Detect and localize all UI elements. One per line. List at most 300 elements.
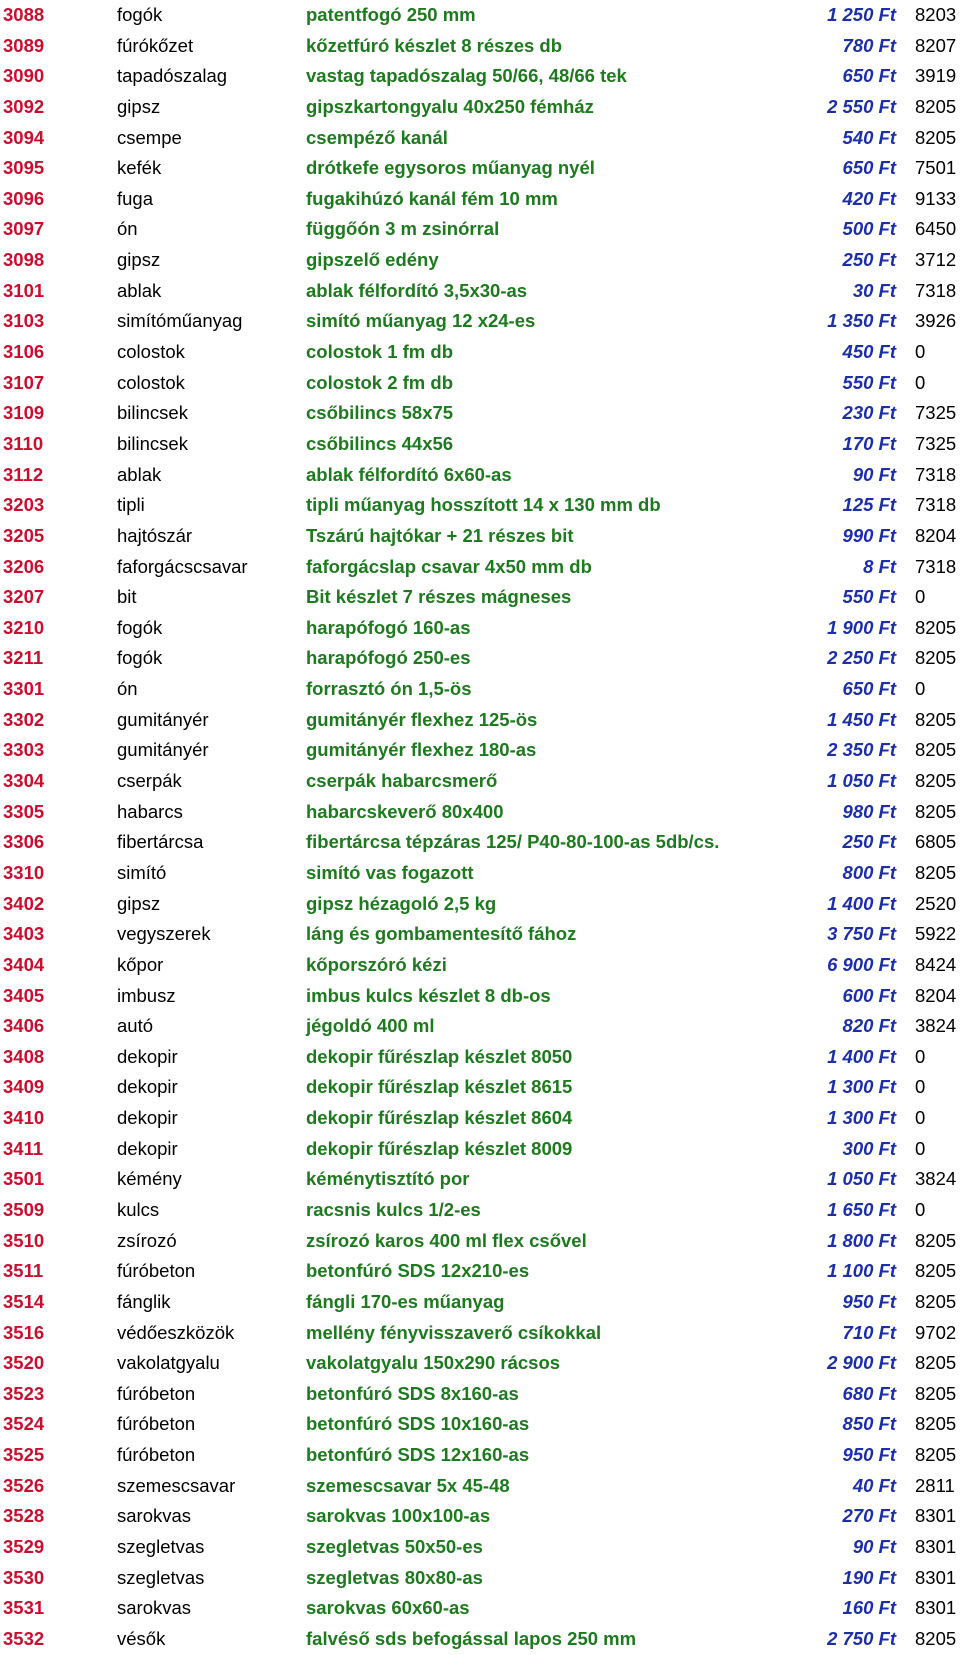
product-ref-number: 3712 <box>915 249 957 271</box>
product-code: 3306 <box>3 831 45 853</box>
product-price: 40 Ft <box>852 1474 896 1496</box>
product-category: fogók <box>117 4 163 25</box>
table-row <box>0 1256 960 1287</box>
product-code: 3305 <box>3 800 45 822</box>
product-code: 3304 <box>3 770 45 792</box>
product-ref-number: 8205 <box>915 95 957 117</box>
product-name: láng és gombamentesítő fához <box>306 923 577 945</box>
product-price: 650 Ft <box>842 157 896 179</box>
table-row <box>0 490 960 521</box>
product-ref-number: 8205 <box>915 861 957 883</box>
product-ref-number: 8205 <box>915 126 957 148</box>
product-name: zsírozó karos 400 ml flex csővel <box>306 1229 587 1251</box>
product-ref-number: 8301 <box>915 1505 957 1527</box>
product-ref-number: 8205 <box>915 1352 957 1374</box>
product-code: 3514 <box>3 1290 45 1312</box>
product-code: 3410 <box>3 1107 45 1129</box>
product-ref-number: 8301 <box>915 1536 957 1558</box>
product-price: 650 Ft <box>842 65 896 87</box>
product-ref-number: 7318 <box>915 463 957 485</box>
product-code: 3525 <box>3 1444 45 1466</box>
table-row <box>0 368 960 399</box>
product-code: 3107 <box>3 371 45 393</box>
product-category: cserpák <box>117 770 182 792</box>
product-category: bilincsek <box>117 402 188 424</box>
product-ref-number: 0 <box>915 371 926 393</box>
product-name: simító vas fogazott <box>306 861 474 883</box>
product-name: kéménytisztító por <box>306 1168 470 1190</box>
product-price: 450 Ft <box>842 341 896 363</box>
product-name: gipszkartongyalu 40x250 fémház <box>306 95 594 117</box>
product-ref-number: 8205 <box>915 1290 957 1312</box>
product-name: faforgácslap csavar 4x50 mm db <box>306 555 592 577</box>
product-price: 600 Ft <box>842 984 896 1006</box>
product-ref-number: 3824 <box>915 1168 957 1190</box>
table-row <box>0 1287 960 1318</box>
product-code: 3516 <box>3 1321 45 1343</box>
product-code: 3501 <box>3 1168 45 1190</box>
product-code: 3090 <box>3 65 45 87</box>
product-code: 3524 <box>3 1413 45 1435</box>
product-category: ablak <box>117 463 162 485</box>
product-category: gumitányér <box>117 739 209 761</box>
table-row <box>0 1134 960 1165</box>
product-price: 500 Ft <box>842 218 896 240</box>
product-category: dekopir <box>117 1137 178 1159</box>
product-price: 90 Ft <box>852 463 896 485</box>
product-name: fugakihúzó kanál fém 10 mm <box>306 187 558 209</box>
product-price: 2 900 Ft <box>827 1352 896 1374</box>
table-row <box>0 123 960 154</box>
table-row <box>0 337 960 368</box>
product-name: betonfúró SDS 12x210-es <box>306 1260 530 1282</box>
table-row <box>0 552 960 583</box>
product-category: hajtószár <box>117 524 193 546</box>
product-name: Tszárú hajtókar + 21 részes bit <box>306 524 574 546</box>
product-price: 980 Ft <box>842 800 896 822</box>
product-ref-number: 8204 <box>915 524 957 546</box>
table-row <box>0 31 960 62</box>
product-category: imbusz <box>117 984 176 1006</box>
product-name: betonfúró SDS 8x160-as <box>306 1382 519 1404</box>
product-price: 2 250 Ft <box>827 647 896 669</box>
product-price: 950 Ft <box>842 1444 896 1466</box>
product-name: sarokvas 100x100-as <box>306 1505 491 1527</box>
product-price: 8 Ft <box>863 555 896 577</box>
product-price: 190 Ft <box>842 1566 896 1588</box>
product-category: kulcs <box>117 1198 160 1220</box>
product-category: vakolatgyalu <box>117 1352 220 1374</box>
product-name: colostok 2 fm db <box>306 371 453 393</box>
product-category: kefék <box>117 157 162 179</box>
product-category: ón <box>117 218 138 240</box>
product-price: 1 900 Ft <box>827 616 896 638</box>
product-ref-number: 8205 <box>915 708 957 730</box>
product-ref-number: 8205 <box>915 647 957 669</box>
table-row <box>0 61 960 92</box>
product-category: szemescsavar <box>117 1474 236 1496</box>
table-row <box>0 1318 960 1349</box>
product-category: fánglik <box>117 1290 171 1312</box>
table-row <box>0 0 960 31</box>
product-price: 2 350 Ft <box>827 739 896 761</box>
product-price: 300 Ft <box>842 1137 896 1159</box>
product-price: 125 Ft <box>842 494 896 516</box>
table-row <box>0 521 960 552</box>
product-code: 3110 <box>3 432 44 454</box>
product-name: vakolatgyalu 150x290 rácsos <box>306 1352 561 1374</box>
product-name: colostok 1 fm db <box>306 341 453 363</box>
table-row <box>0 889 960 920</box>
table-row <box>0 1409 960 1440</box>
product-ref-number: 0 <box>915 1045 926 1067</box>
product-code: 3510 <box>3 1229 45 1251</box>
table-row <box>0 184 960 215</box>
product-category: zsírozó <box>117 1229 177 1251</box>
product-category: bilincsek <box>117 432 188 454</box>
product-code: 3404 <box>3 953 45 975</box>
table-row <box>0 460 960 491</box>
product-category: tipli <box>117 494 145 516</box>
product-price: 1 300 Ft <box>827 1107 896 1129</box>
product-price: 550 Ft <box>842 586 896 608</box>
product-name: dekopir fűrészlap készlet 8050 <box>306 1045 573 1067</box>
product-ref-number: 8424 <box>915 953 957 975</box>
table-row <box>0 1440 960 1471</box>
product-price: 1 350 Ft <box>827 310 896 332</box>
table-row <box>0 214 960 245</box>
product-ref-number: 8205 <box>915 770 957 792</box>
product-code: 3203 <box>3 494 45 516</box>
table-row <box>0 306 960 337</box>
product-ref-number: 9702 <box>915 1321 957 1343</box>
product-category: tapadószalag <box>117 65 228 87</box>
product-price: 1 050 Ft <box>827 770 896 792</box>
product-code: 3112 <box>3 463 44 485</box>
product-code: 3406 <box>3 1015 45 1037</box>
product-name: drótkefe egysoros műanyag nyél <box>306 157 595 179</box>
table-row <box>0 950 960 981</box>
product-price: 780 Ft <box>842 34 896 56</box>
table-row <box>0 1624 960 1655</box>
product-name: gumitányér flexhez 125-ös <box>306 708 538 730</box>
product-category: habarcs <box>117 800 183 822</box>
product-price: 850 Ft <box>842 1413 896 1435</box>
product-code: 3109 <box>3 402 45 424</box>
product-ref-number: 8301 <box>915 1597 957 1619</box>
product-ref-number: 0 <box>915 1198 926 1220</box>
product-name: ablak félfordító 3,5x30-as <box>306 279 528 301</box>
product-price: 1 650 Ft <box>827 1198 896 1220</box>
product-code: 3103 <box>3 310 45 332</box>
product-name: Bit készlet 7 részes mágneses <box>306 586 572 608</box>
product-price: 680 Ft <box>842 1382 896 1404</box>
table-row <box>0 613 960 644</box>
product-name: mellény fényvisszaverő csíkokkal <box>306 1321 602 1343</box>
product-code: 3303 <box>3 739 45 761</box>
product-ref-number: 3919 <box>915 65 957 87</box>
product-ref-number: 8207 <box>915 34 957 56</box>
product-code: 3207 <box>3 586 45 608</box>
product-category: vésők <box>117 1627 166 1649</box>
product-code: 3409 <box>3 1076 45 1098</box>
product-price: 2 550 Ft <box>827 95 896 117</box>
product-code: 3310 <box>3 861 45 883</box>
product-category: csempe <box>117 126 182 148</box>
product-code: 3210 <box>3 616 45 638</box>
product-category: vegyszerek <box>117 923 211 945</box>
product-price: 160 Ft <box>842 1597 896 1619</box>
table-row <box>0 735 960 766</box>
product-ref-number: 8205 <box>915 1229 957 1251</box>
table-row <box>0 398 960 429</box>
product-name: tipli műanyag hosszított 14 x 130 mm db <box>306 494 661 516</box>
product-ref-number: 3926 <box>915 310 957 332</box>
product-price: 3 750 Ft <box>827 923 896 945</box>
product-ref-number: 8205 <box>915 1444 957 1466</box>
product-ref-number: 6450 <box>915 218 957 240</box>
product-code: 3098 <box>3 249 45 271</box>
product-name: vastag tapadószalag 50/66, 48/66 tek <box>306 65 627 87</box>
table-row <box>0 981 960 1012</box>
product-category: dekopir <box>117 1045 178 1067</box>
product-price: 230 Ft <box>842 402 896 424</box>
table-row <box>0 1042 960 1073</box>
product-code: 3528 <box>3 1505 45 1527</box>
product-category: szegletvas <box>117 1566 205 1588</box>
product-name: szegletvas 80x80-as <box>306 1566 483 1588</box>
product-code: 3211 <box>3 647 44 669</box>
product-ref-number: 8205 <box>915 739 957 761</box>
product-code: 3106 <box>3 341 45 363</box>
table-row <box>0 1072 960 1103</box>
product-name: dekopir fűrészlap készlet 8604 <box>306 1107 573 1129</box>
product-name: fibertárcsa tépzáras 125/ P40-80-100-as 5db/cs. <box>306 831 720 853</box>
product-category: gipsz <box>117 249 161 271</box>
product-category: kőpor <box>117 953 164 975</box>
product-price: 30 Ft <box>852 279 896 301</box>
product-category: sarokvas <box>117 1597 192 1619</box>
table-row <box>0 582 960 613</box>
product-ref-number: 7318 <box>915 279 957 301</box>
product-code: 3301 <box>3 678 45 700</box>
product-price: 1 050 Ft <box>827 1168 896 1190</box>
product-name: harapófogó 250-es <box>306 647 471 669</box>
product-category: gipsz <box>117 95 161 117</box>
product-name: szegletvas 50x50-es <box>306 1536 483 1558</box>
product-ref-number: 7501 <box>915 157 957 179</box>
product-price: 170 Ft <box>842 432 896 454</box>
product-code: 3529 <box>3 1536 45 1558</box>
product-ref-number: 9133 <box>915 187 957 209</box>
product-code: 3206 <box>3 555 45 577</box>
table-row <box>0 1532 960 1563</box>
product-name: harapófogó 160-as <box>306 616 471 638</box>
product-ref-number: 8205 <box>915 800 957 822</box>
product-code: 3403 <box>3 923 45 945</box>
product-code: 3523 <box>3 1382 45 1404</box>
table-row <box>0 429 960 460</box>
product-name: dekopir fűrészlap készlet 8615 <box>306 1076 573 1098</box>
product-name: forrasztó ón 1,5-ös <box>306 678 472 700</box>
product-code: 3526 <box>3 1474 45 1496</box>
product-price: 1 800 Ft <box>827 1229 896 1251</box>
product-price: 540 Ft <box>842 126 896 148</box>
product-category: ón <box>117 678 138 700</box>
product-category: fúróbeton <box>117 1382 196 1404</box>
table-row <box>0 245 960 276</box>
product-category: colostok <box>117 341 185 363</box>
product-price: 250 Ft <box>842 249 896 271</box>
product-code: 3101 <box>3 279 45 301</box>
table-row <box>0 1011 960 1042</box>
product-price: 1 300 Ft <box>827 1076 896 1098</box>
product-name: betonfúró SDS 12x160-as <box>306 1444 530 1466</box>
product-name: gipszelő edény <box>306 249 439 271</box>
product-category: autó <box>117 1015 154 1037</box>
product-code: 3095 <box>3 157 45 179</box>
product-name: csempéző kanál <box>306 126 448 148</box>
product-name: falvéső sds befogással lapos 250 mm <box>306 1627 637 1649</box>
product-price: 650 Ft <box>842 678 896 700</box>
product-price: 1 400 Ft <box>827 1045 896 1067</box>
product-name: kőzetfúró készlet 8 részes db <box>306 34 563 56</box>
product-category: simítóműanyag <box>117 310 243 332</box>
product-category: fogók <box>117 616 163 638</box>
product-price: 1 250 Ft <box>827 4 896 25</box>
product-name: imbus kulcs készlet 8 db-os <box>306 984 551 1006</box>
product-category: dekopir <box>117 1107 178 1129</box>
table-row <box>0 1195 960 1226</box>
product-code: 3302 <box>3 708 45 730</box>
product-name: gumitányér flexhez 180-as <box>306 739 537 761</box>
product-ref-number: 7325 <box>915 432 957 454</box>
product-code: 3509 <box>3 1198 45 1220</box>
product-name: patentfogó 250 mm <box>306 4 476 25</box>
product-name: jégoldó 400 ml <box>306 1015 435 1037</box>
product-category: szegletvas <box>117 1536 205 1558</box>
product-ref-number: 8205 <box>915 1627 957 1649</box>
table-row <box>0 1593 960 1624</box>
product-code: 3530 <box>3 1566 45 1588</box>
product-name: dekopir fűrészlap készlet 8009 <box>306 1137 573 1159</box>
product-code: 3205 <box>3 524 45 546</box>
product-code: 3511 <box>3 1260 44 1282</box>
product-ref-number: 0 <box>915 1076 926 1098</box>
table-row <box>0 1501 960 1532</box>
product-code: 3402 <box>3 892 45 914</box>
product-ref-number: 5922 <box>915 923 957 945</box>
product-category: fuga <box>117 187 154 209</box>
product-category: bit <box>117 586 137 608</box>
product-name: gipsz hézagoló 2,5 kg <box>306 892 497 914</box>
table-row <box>0 1348 960 1379</box>
product-code: 3520 <box>3 1352 45 1374</box>
product-ref-number: 8205 <box>915 616 957 638</box>
product-code: 3408 <box>3 1045 45 1067</box>
product-ref-number: 0 <box>915 1107 926 1129</box>
product-code: 3405 <box>3 984 45 1006</box>
product-price: 270 Ft <box>842 1505 896 1527</box>
product-price: 550 Ft <box>842 371 896 393</box>
product-code: 3097 <box>3 218 45 240</box>
product-category: kémény <box>117 1168 182 1190</box>
product-code: 3092 <box>3 95 45 117</box>
product-name: csőbilincs 44x56 <box>306 432 454 454</box>
product-code: 3411 <box>3 1137 44 1159</box>
product-name: betonfúró SDS 10x160-as <box>306 1413 530 1435</box>
product-price: 6 900 Ft <box>827 953 896 975</box>
product-ref-number: 2811 <box>915 1474 955 1496</box>
product-ref-number: 8205 <box>915 1260 957 1282</box>
table-row <box>0 797 960 828</box>
product-category: fibertárcsa <box>117 831 204 853</box>
product-ref-number: 0 <box>915 678 926 700</box>
product-ref-number: 8301 <box>915 1566 957 1588</box>
product-ref-number: 0 <box>915 341 926 363</box>
product-category: ablak <box>117 279 162 301</box>
table-row <box>0 705 960 736</box>
product-ref-number: 8203 <box>915 4 957 25</box>
product-category: colostok <box>117 371 185 393</box>
product-ref-number: 8204 <box>915 984 957 1006</box>
product-price: 1 400 Ft <box>827 892 896 914</box>
table-row <box>0 1563 960 1594</box>
product-ref-number: 0 <box>915 586 926 608</box>
product-price: 800 Ft <box>842 861 896 883</box>
product-code: 3094 <box>3 126 45 148</box>
product-category: faforgácscsavar <box>117 555 248 577</box>
product-name: cserpák habarcsmerő <box>306 770 498 792</box>
table-row <box>0 1471 960 1502</box>
product-code: 3096 <box>3 187 45 209</box>
product-name: fángli 170-es műanyag <box>306 1290 505 1312</box>
product-category: simító <box>117 861 167 883</box>
product-name: sarokvas 60x60-as <box>306 1597 470 1619</box>
product-category: fúróbeton <box>117 1260 196 1282</box>
product-price: 420 Ft <box>842 187 896 209</box>
product-ref-number: 8205 <box>915 1382 957 1404</box>
product-ref-number: 0 <box>915 1137 926 1159</box>
product-price: 820 Ft <box>842 1015 896 1037</box>
table-row <box>0 153 960 184</box>
product-price: 990 Ft <box>842 524 896 546</box>
product-ref-number: 7318 <box>915 555 957 577</box>
product-price: 90 Ft <box>852 1536 896 1558</box>
product-category: fúróbeton <box>117 1413 196 1435</box>
product-code: 3531 <box>3 1597 45 1619</box>
product-category: fogók <box>117 647 163 669</box>
product-ref-number: 8205 <box>915 1413 957 1435</box>
table-row <box>0 674 960 705</box>
product-price: 2 750 Ft <box>827 1627 896 1649</box>
product-price: 1 100 Ft <box>827 1260 896 1282</box>
table-row <box>0 766 960 797</box>
product-name: függőón 3 m zsinórral <box>306 218 500 240</box>
product-category: gumitányér <box>117 708 209 730</box>
table-row <box>0 858 960 889</box>
product-ref-number: 7325 <box>915 402 957 424</box>
product-category: védőeszközök <box>117 1321 235 1343</box>
product-category: fúrókőzet <box>117 34 194 56</box>
table-row <box>0 643 960 674</box>
product-price: 710 Ft <box>842 1321 896 1343</box>
product-code: 3088 <box>3 4 45 25</box>
table-row <box>0 276 960 307</box>
product-name: habarcskeverő 80x400 <box>306 800 504 822</box>
product-category: fúróbeton <box>117 1444 196 1466</box>
table-row <box>0 1226 960 1257</box>
